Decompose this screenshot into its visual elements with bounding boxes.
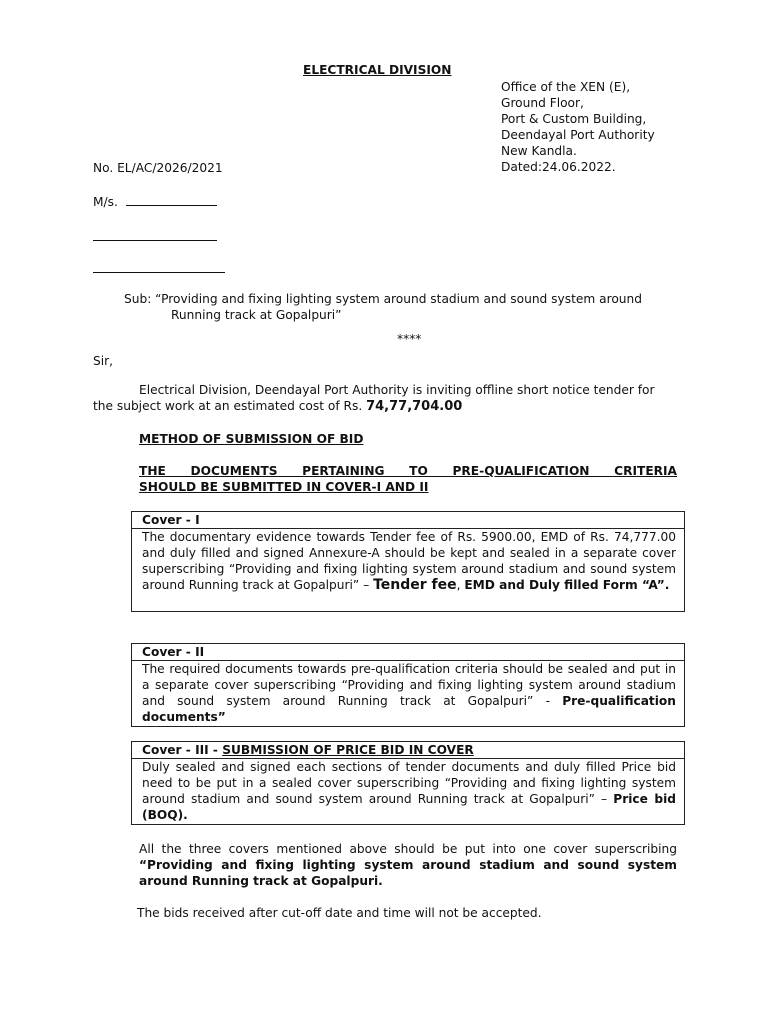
subject-line: Running track at Gopalpuri” [171, 308, 342, 322]
subject [124, 291, 684, 323]
cover-separator: , [456, 578, 461, 592]
cover-2-box [131, 643, 685, 727]
separator-stars: **** [397, 332, 422, 346]
division-title: ELECTRICAL DIVISION [303, 63, 452, 77]
address-line: New Kandla. [501, 144, 577, 158]
address-line: Deendayal Port Authority [501, 128, 655, 142]
cutoff-note: The bids received after cut-off date and time will not be accepted. [137, 906, 542, 920]
addressee-blank-line [93, 272, 225, 273]
addressee-prefix: M/s. [93, 195, 118, 209]
dated: Dated:24.06.2022. [501, 160, 616, 174]
office-address [501, 79, 655, 175]
cover-emphasis: Pre-qualification documents” [142, 694, 676, 724]
cover-title [132, 742, 684, 759]
cover-body [132, 661, 684, 725]
cover-emphasis: EMD and Duly filled Form “A”. [464, 578, 670, 592]
addressee [93, 194, 217, 210]
cover-body [132, 529, 684, 593]
cover-text: Duly sealed and signed each sections of tender documents and duly filled Price bid need to be put in a sealed cover superscribing “Providing and fixing lighting system around stadium and sound system around Running track at Gopalpuri” – [142, 760, 676, 806]
closing-text: All the three covers mentioned above should be put into one cover superscribing [139, 842, 677, 856]
subject-line: Sub: “Providing and fixing lighting system around stadium and sound system around [124, 292, 642, 306]
address-line: Ground Floor, [501, 96, 584, 110]
intro-line: Electrical Division, Deendayal Port Authority is inviting offline short notice tender for [139, 383, 655, 397]
cover-emphasis: Tender fee [373, 577, 457, 593]
closing-paragraph [139, 841, 677, 889]
method-heading: METHOD OF SUBMISSION OF BID [139, 432, 364, 446]
addressee-blank [126, 195, 217, 206]
address-line: Office of the XEN (E), [501, 80, 631, 94]
cover-title-prefix: Cover - III - [142, 743, 218, 757]
intro-line [93, 398, 678, 415]
cover-text: The documentary evidence towards Tender fee of Rs. 5900.00, EMD of Rs. 74,777.00 and duly filled and signed Annexure-A should be kept and sealed in a separate cover superscribing “Providing and fixing lighting system around stadium and sound system around Running track at Gopalpuri” – [142, 530, 676, 592]
estimated-cost: 74,77,704.00 [366, 399, 463, 414]
cover-3-box [131, 741, 685, 825]
salutation: Sir, [93, 354, 114, 368]
intro-text: the subject work at an estimated cost of Rs. [93, 399, 363, 413]
cover-text: The required documents towards pre-qualification criteria should be sealed and put in a separate cover superscribing “Providing and fixing lighting system around stadium and sound system around Running track at Gopalpuri” - [142, 662, 676, 708]
cover-title: Cover - II [132, 644, 684, 661]
documents-heading [139, 463, 677, 495]
cover-emphasis: Price bid (BOQ). [142, 792, 677, 822]
closing-emphasis: “Providing and fixing lighting system around stadium and sound system around Running track at Gopalpuri. [139, 858, 677, 888]
cover-title-underlined: SUBMISSION OF PRICE BID IN COVER [222, 743, 474, 757]
reference-number: No. EL/AC/2026/2021 [93, 161, 223, 175]
cover-body [132, 759, 684, 823]
intro-paragraph [93, 382, 678, 415]
cover-1-box [131, 511, 685, 612]
documents-heading-line: THE DOCUMENTS PERTAINING TO PRE-QUALIFICATION CRITERIA [139, 464, 677, 478]
documents-heading-line: SHOULD BE SUBMITTED IN COVER-I AND II [139, 480, 429, 494]
cover-title: Cover - I [132, 512, 684, 529]
address-line: Port & Custom Building, [501, 112, 647, 126]
addressee-blank-line [93, 240, 217, 241]
